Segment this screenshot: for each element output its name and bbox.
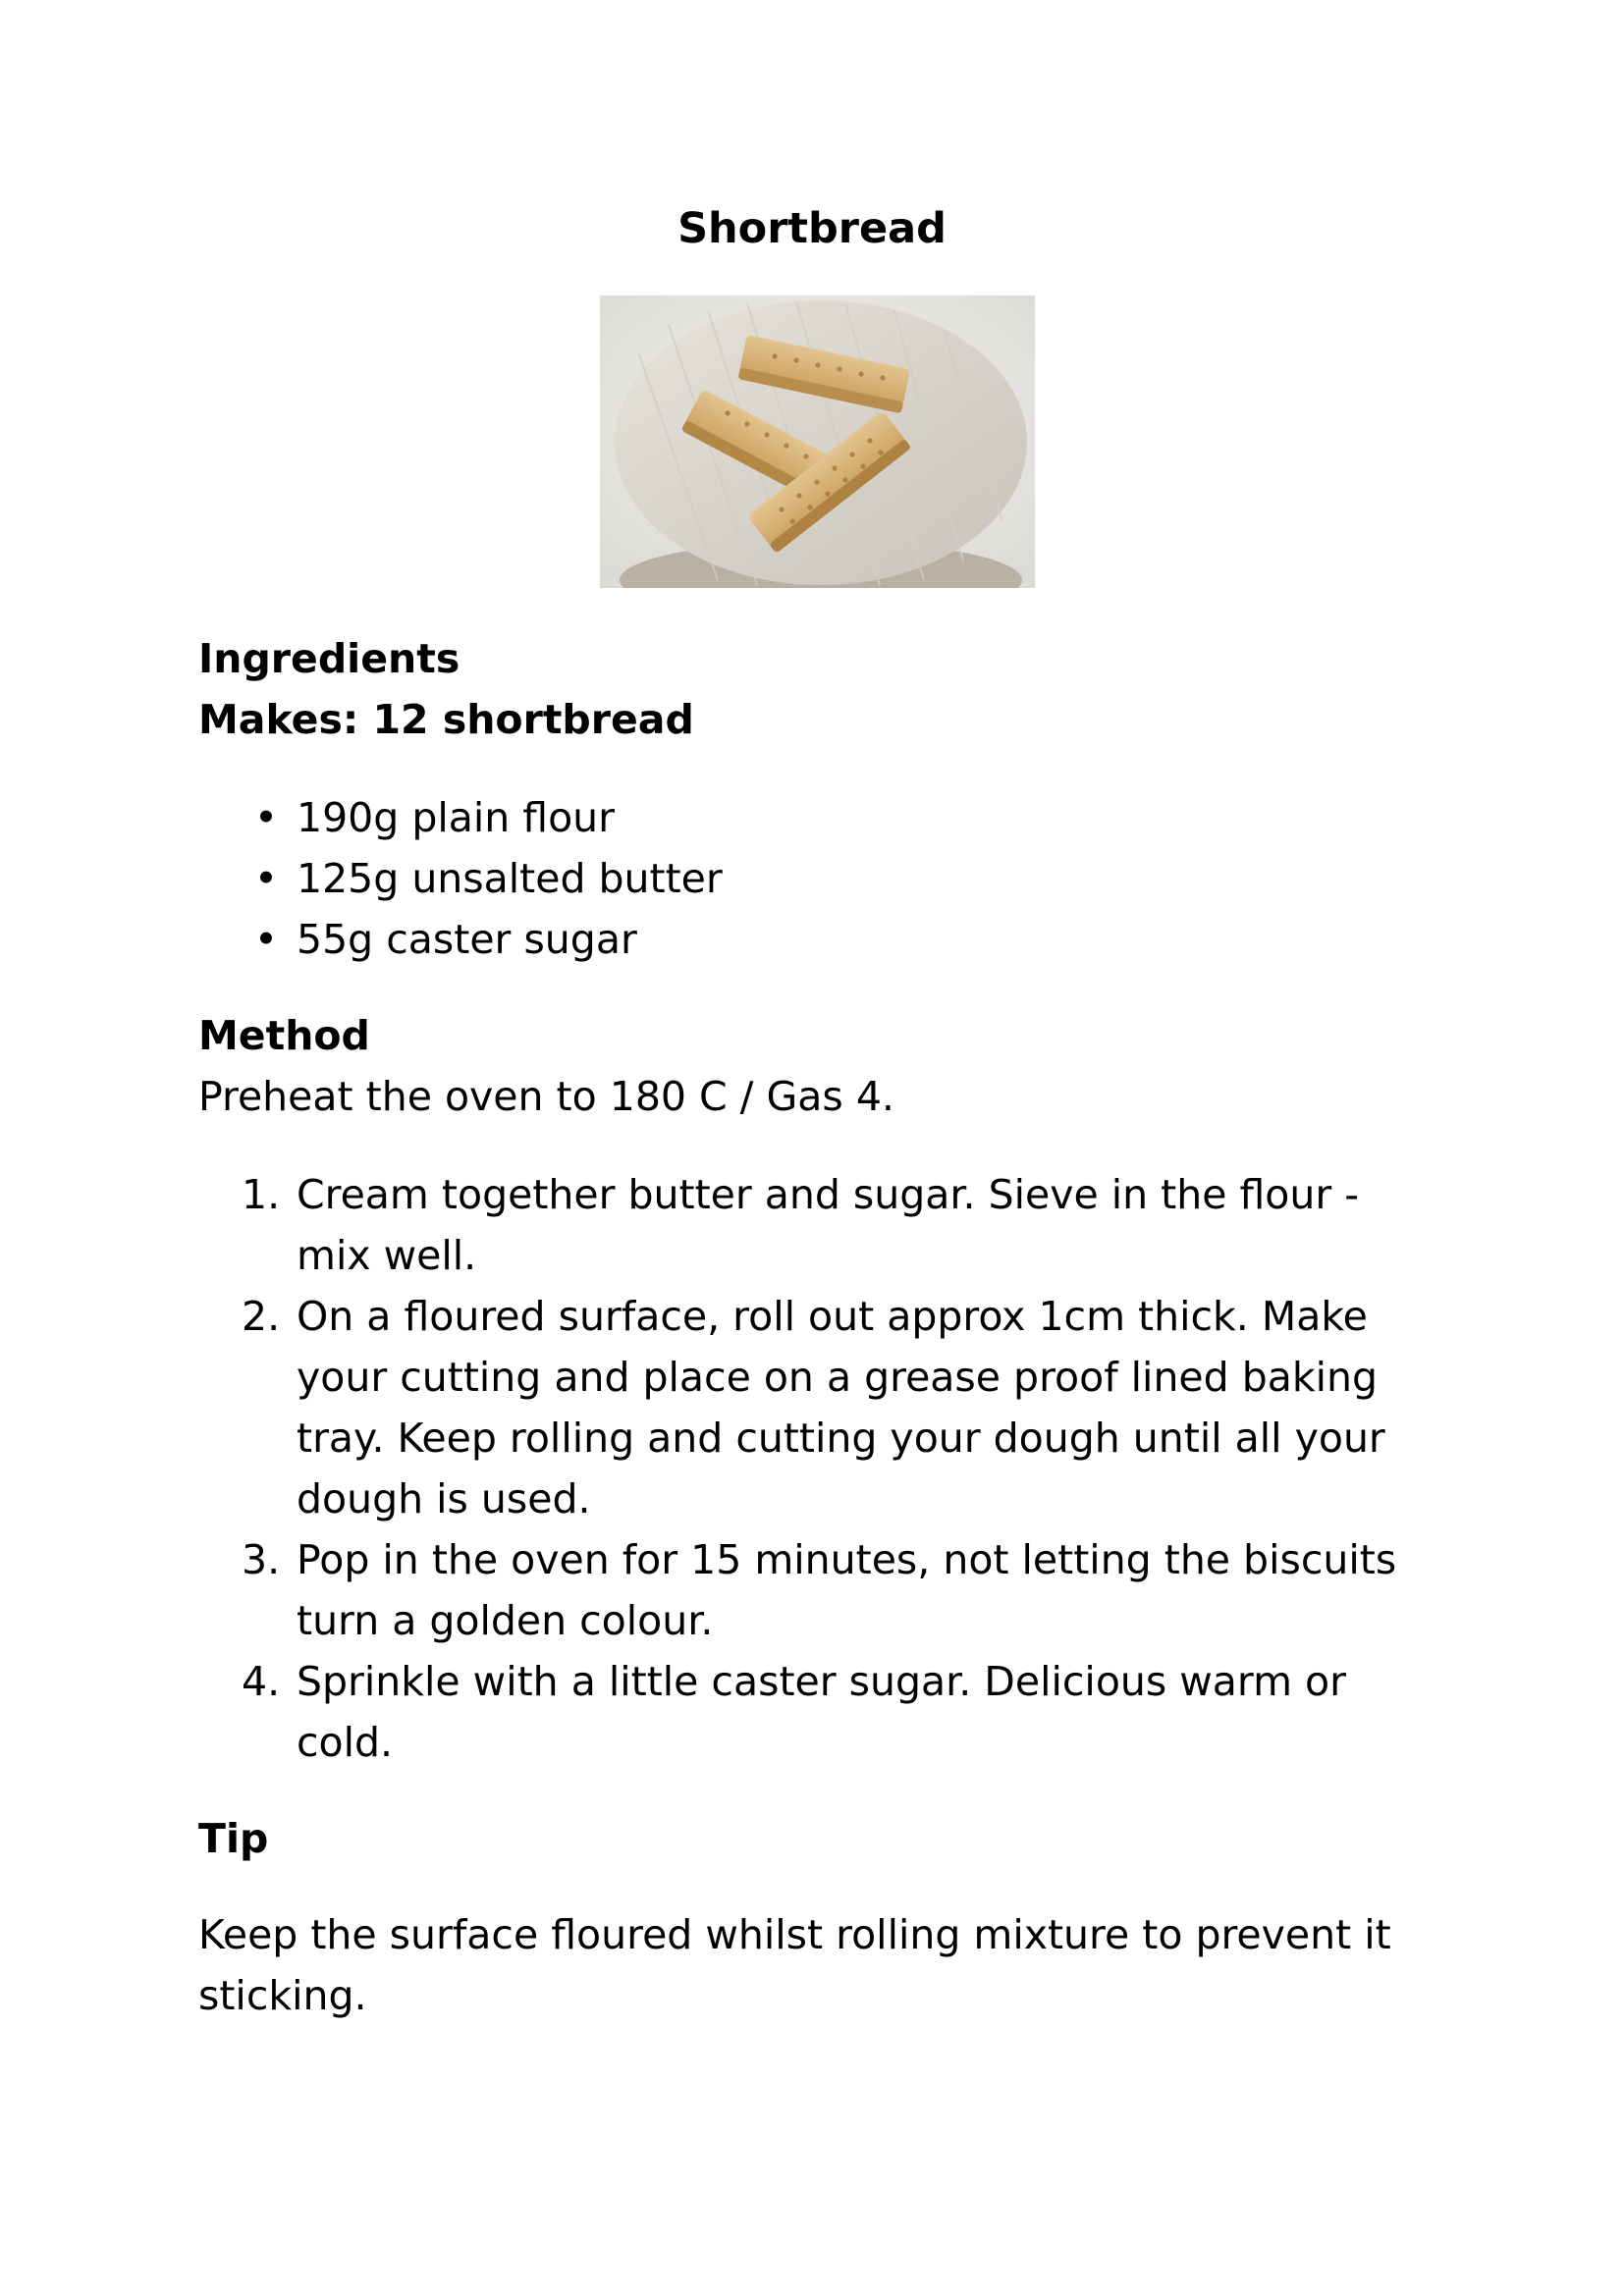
tip-section (198, 1808, 1435, 2026)
recipe-content (198, 628, 1435, 2026)
ingredients-list (198, 787, 1435, 970)
method-section (198, 1005, 1435, 1773)
method-steps-list (198, 1164, 1435, 1773)
list-item (198, 909, 1435, 970)
step-number: 4. (242, 1658, 281, 1705)
step-text: Pop in the oven for 15 minutes, not letting the biscuits turn a golden colour. (297, 1536, 1397, 1644)
ingredient-text: 190g plain flour (297, 794, 616, 841)
step-text: Sprinkle with a little caster sugar. Delicious warm or cold. (297, 1658, 1346, 1766)
list-item (198, 848, 1435, 909)
list-item (198, 1651, 1435, 1773)
list-item (198, 1529, 1435, 1651)
ingredient-text: 125g unsalted butter (297, 855, 723, 902)
step-number: 3. (242, 1536, 281, 1583)
step-number: 1. (242, 1171, 281, 1218)
method-intro: Preheat the oven to 180 C / Gas 4. (198, 1073, 894, 1120)
shortbread-illustration (600, 295, 1035, 588)
step-number: 2. (242, 1293, 281, 1340)
ingredients-section (198, 628, 1435, 970)
tip-heading: Tip (198, 1815, 269, 1862)
list-item (198, 787, 1435, 848)
ingredients-heading: Ingredients (198, 635, 460, 682)
tip-text: Keep the surface floured whilst rolling mixture to prevent it sticking. (198, 1911, 1391, 2019)
list-item (198, 1286, 1435, 1529)
recipe-title: Shortbread (677, 204, 947, 253)
list-item (198, 1164, 1435, 1286)
step-text: On a floured surface, roll out approx 1cm thick. Make your cutting and place on a grease proof lined baking tray. Keep rolling and cutting your dough until all your dough is used. (297, 1293, 1385, 1522)
bullet-icon: • (253, 794, 279, 841)
makes-quantity: Makes: 12 shortbread (198, 696, 694, 743)
ingredient-text: 55g caster sugar (297, 916, 637, 963)
bullet-icon: • (253, 916, 279, 963)
bullet-icon: • (253, 855, 279, 902)
method-heading: Method (198, 1012, 370, 1059)
step-text: Cream together butter and sugar. Sieve in the flour - mix well. (297, 1171, 1360, 1279)
shortbread-photo (600, 295, 1035, 588)
